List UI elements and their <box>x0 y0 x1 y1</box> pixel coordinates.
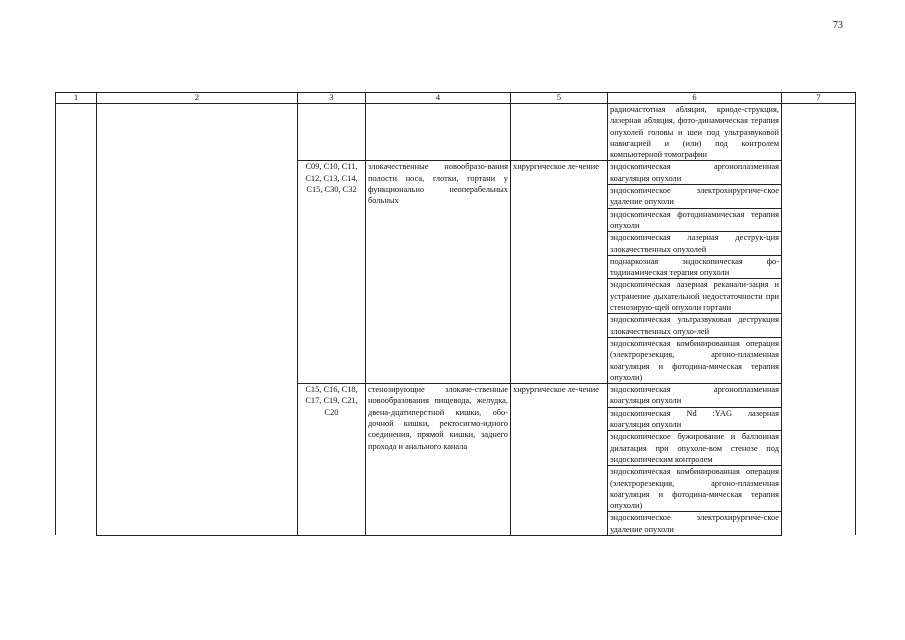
method-cell: радиочастотная абляция, криоде-струкция, лазерная абляция, фото-динамическая терапия опухолей головы и шеи под ультразвуковой навигацией и (или) под контролем компьютерной томографии <box>608 104 782 161</box>
method-cell: эндоскопическое электрохирургиче-ское удаление опухоли <box>608 185 782 209</box>
page-number: 73 <box>833 20 843 31</box>
header-row <box>56 93 856 104</box>
method-cell: поднаркозная эндоскопическая фо-тодинамическая терапия опухоли <box>608 255 782 279</box>
treatment-type: хирургическое ле-чение <box>511 161 608 384</box>
method-cell: эндоскопическое электрохирургиче-ское удаление опухоли <box>608 512 782 536</box>
procedures-table <box>55 92 856 536</box>
method-cell: эндоскопическая Nd :YAG лазерная коагуляция опухоли <box>608 407 782 431</box>
header-cell: 5 <box>511 93 608 104</box>
diagnosis-cell <box>366 104 511 161</box>
col1-cell <box>56 104 97 536</box>
method-cell: эндоскопическое бужирование и баллонная дилатация при опухоле-вом стенозе под эндоскопическим контролем <box>608 431 782 466</box>
table-row <box>56 104 856 161</box>
method-cell: эндоскопическая комбинированная операция (электрорезекция, аргоно-плазменная коагуляция и фотодина-мическая терапия опухоли) <box>608 337 782 383</box>
method-cell: эндоскопическая комбинированная операция (электрорезекция, аргоно-плазменная коагуляция и фотодина-мическая терапия опухоли) <box>608 466 782 512</box>
col7-cell <box>782 104 856 536</box>
header-cell: 6 <box>608 93 782 104</box>
col2-cell <box>97 104 298 536</box>
method-cell: эндоскопическая лазерная реканали-зация и устранение дыхательной недостаточности при стенозирую-щей опухоли гортани <box>608 279 782 314</box>
header-cell: 2 <box>97 93 298 104</box>
method-cell: эндоскопическая фотодинамическая терапия опухоли <box>608 208 782 232</box>
codes-cell <box>298 104 366 161</box>
treatment-type: хирургическое ле-чение <box>511 384 608 536</box>
header-cell: 4 <box>366 93 511 104</box>
header-cell: 3 <box>298 93 366 104</box>
header-cell: 7 <box>782 93 856 104</box>
icd-codes: C15, C16, C18, C17, C19, C21, C20 <box>298 384 366 536</box>
diagnosis-text: злокачественные новообразо-вания полости носа, глотки, гортани у функционально неоперабельных больных <box>366 161 511 384</box>
method-cell: эндоскопическая аргоноплазменная коагуляция опухоли <box>608 384 782 408</box>
treatment-cell <box>511 104 608 161</box>
method-cell: эндоскопическая аргоноплазменная коагуляция опухоли <box>608 161 782 185</box>
diagnosis-text: стенозирующие злокаче-ственные новообразования пищевода, желудка, двена-дцатиперстной кишки, обо-дочной кишки, ректосигмо-идного соединения, прямой кишки, заднего прохода и анального канала <box>366 384 511 536</box>
method-cell: эндоскопическая лазерная деструк-ция злокачественных опухолей <box>608 232 782 256</box>
header-cell: 1 <box>56 93 97 104</box>
method-cell: эндоскопическая ультразвуковая деструкция злокачественных опухо-лей <box>608 314 782 338</box>
icd-codes: C09, C10, C11, C12, C13, C14, C15, C30, C32 <box>298 161 366 384</box>
